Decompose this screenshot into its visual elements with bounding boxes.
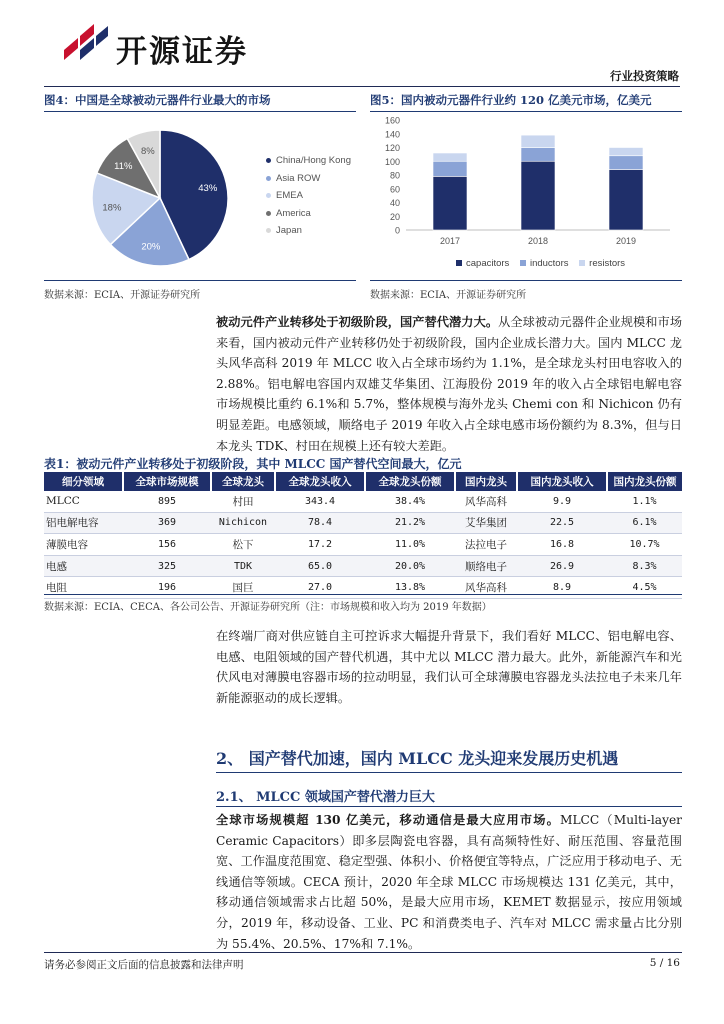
y-tick-label: 160 [384, 115, 400, 126]
logo-mark-icon [58, 20, 110, 68]
logo-text: 开源证券 [116, 34, 248, 70]
table-header-row [44, 472, 682, 491]
cell: 26.9 [517, 555, 607, 577]
figure5-source: 数据来源：ECIA、开源证券研究所 [370, 290, 527, 301]
cell: 风华高科 [455, 577, 517, 599]
section-2-title: 2、 国产替代加速，国内 MLCC 龙头迎来发展历史机遇 [216, 749, 619, 768]
pie-chart [90, 128, 230, 268]
market-table [44, 472, 682, 599]
col-header: 全球龙头份额 [365, 472, 455, 491]
page-number: 5 / 16 [649, 957, 680, 969]
cell: 22.5 [517, 512, 607, 534]
cell: 风华高科 [455, 491, 517, 512]
cell-segment: 薄膜电容 [44, 534, 123, 556]
cell: 法拉电子 [455, 534, 517, 556]
cell: 38.4% [365, 491, 455, 512]
pie-label: 8% [140, 146, 155, 158]
bar-inductors-2018 [521, 148, 555, 162]
pie-legend [266, 152, 351, 240]
para1-body: 从全球被动元器件企业规模和市场来看，国内被动元件产业转移仍处于初级阶段，国内企业成长潜力大。国内 MLCC 龙头风华高科 2019 年 MLCC 收入占全球市场约为 1.1%，是全球龙头村田电容收入的 2.88%。铝电解电容国内双雄艾华集团、江海股份 2019 年的收入占全球铝电解电容市场规模比重约 6.1%和 5.7%，整体规模与海外龙头 Chemi con 和 Nichicon 仍有明显差距。电感领域，顺络电子 2019 年收入占全球电感市场份额约为 8.3%，但与日本龙头 TDK、村田在规模上还有较大差距。 [216, 315, 683, 453]
header-divider [44, 86, 680, 87]
col-header: 国内龙头收入 [517, 472, 607, 491]
cell: 325 [123, 555, 211, 577]
legend-item-china: China/Hong Kong [266, 152, 351, 170]
cell: 6.1% [607, 512, 682, 534]
bar-inductors-2017 [433, 161, 467, 176]
cell: 895 [123, 491, 211, 512]
paragraph-mlcc-market [216, 810, 682, 954]
legend-item-america: America [266, 205, 351, 223]
cell: Nichicon [211, 512, 275, 534]
y-tick-label: 80 [389, 170, 400, 181]
cell: 松下 [211, 534, 275, 556]
table-row [44, 512, 682, 534]
footer-divider [44, 952, 682, 953]
bar-capacitors-2019 [609, 170, 643, 231]
figure4-source: 数据来源：ECIA、开源证券研究所 [44, 290, 201, 301]
y-tick-label: 100 [384, 156, 400, 167]
section-2-1-rule [216, 806, 682, 807]
legend-item-inductors: inductors [512, 258, 569, 269]
y-tick-label: 0 [394, 225, 400, 236]
figure5-caption: 图5：国内被动元器件行业约 120 亿美元市场，亿美元 [370, 93, 652, 107]
figure4-caption-rule [44, 111, 356, 112]
table-row [44, 491, 682, 512]
cell: 13.8% [365, 577, 455, 599]
col-header: 全球龙头 [211, 472, 275, 491]
cell: 1.1% [607, 491, 682, 512]
cell: 27.0 [275, 577, 365, 599]
figure4-bottom-rule [44, 280, 356, 281]
cell: 196 [123, 577, 211, 599]
cell: 9.9 [517, 491, 607, 512]
cell: 10.7% [607, 534, 682, 556]
legend-item-emea: EMEA [266, 187, 351, 205]
table1-bottom-rule [44, 594, 682, 595]
paragraph-outlook: 在终端厂商对供应链自主可控诉求大幅提升背景下，我们看好 MLCC、铝电解电容、电感、电阻领域的国产替代机遇，其中尤以 MLCC 潜力最大。此外，新能源汽车和光伏风电对薄膜电容器市场的拉动明显，我们认可全球薄膜电容器龙头法拉电子未来几年新能源驱动的成长逻辑。 [216, 629, 682, 705]
cell: 8.3% [607, 555, 682, 577]
cell-segment: 电阻 [44, 577, 123, 599]
table1-source: 数据来源：ECIA、CECA、各公司公告、开源证券研究所（注：市场规模和收入均为 2019 年数据） [44, 602, 492, 613]
col-header: 国内龙头 [455, 472, 517, 491]
bar-resistors-2017 [433, 153, 467, 161]
para3-body: MLCC（Multi-layer Ceramic Capacitors）即多层陶瓷电容器，具有高频特性好、耐压范围、容量范围宽、工作温度范围宽、稳定型强、体积小、价格便宜等特点，广泛应用于移动电子、无线通信等领域。CECA 预计，2020 年全球 MLCC 市场规模达 131 亿美元，其中，移动通信领域需求占比超 50%，是最大应用市场，KEMET 数据显示，按应用领域分，2019 年，移动设备、工业、PC 和消费类电子、汽车对 MLCC 需求量占比分别为 55.4%、20.5%、17%和 7.1%。 [216, 813, 683, 951]
bar-capacitors-2018 [521, 161, 555, 230]
footer-disclaimer: 请务必参阅正文后面的信息披露和法律声明 [44, 959, 244, 971]
bar-inductors-2019 [609, 156, 643, 170]
table-row [44, 577, 682, 599]
x-tick-label: 2017 [439, 236, 461, 246]
cell: 21.2% [365, 512, 455, 534]
x-tick-label: 2018 [527, 236, 549, 246]
legend-item-resistors: resistors [571, 258, 625, 269]
pie-label: 18% [102, 202, 122, 214]
cell-segment: 电感 [44, 555, 123, 577]
bar-resistors-2019 [609, 148, 643, 156]
pie-label: 20% [141, 241, 161, 253]
section-2-rule [216, 772, 682, 773]
table-row [44, 534, 682, 556]
cell: 369 [123, 512, 211, 534]
cell: 艾华集团 [455, 512, 517, 534]
section-2-1-title: 2.1、 MLCC 领域国产替代潜力巨大 [216, 790, 435, 805]
col-header: 全球市场规模 [123, 472, 211, 491]
cell: 343.4 [275, 491, 365, 512]
pie-label: 43% [198, 182, 218, 194]
bar-resistors-2018 [521, 135, 555, 147]
cell: TDK [211, 555, 275, 577]
figure4-caption: 图4：中国是全球被动元器件行业最大的市场 [44, 93, 271, 107]
cell: 11.0% [365, 534, 455, 556]
pie-label: 11% [114, 161, 133, 173]
cell: 4.5% [607, 577, 682, 599]
legend-item-japan: Japan [266, 222, 351, 240]
cell: 国巨 [211, 577, 275, 599]
cell: 65.0 [275, 555, 365, 577]
legend-item-capacitors: capacitors [448, 258, 509, 269]
legend-item-asia-row: Asia ROW [266, 170, 351, 188]
cell-segment: 铝电解电容 [44, 512, 123, 534]
paragraph-passive-transfer [216, 312, 682, 456]
bar-capacitors-2017 [433, 176, 467, 230]
y-tick-label: 140 [384, 129, 400, 140]
cell: 村田 [211, 491, 275, 512]
cell-segment: MLCC [44, 491, 123, 512]
logo [58, 20, 110, 68]
y-tick-label: 120 [384, 143, 400, 153]
cell: 8.9 [517, 577, 607, 599]
cell: 16.8 [517, 534, 607, 556]
para1-lead: 被动元件产业转移处于初级阶段，国产替代潜力大。 [216, 315, 499, 329]
cell: 顺络电子 [455, 555, 517, 577]
col-header: 细分领域 [44, 472, 123, 491]
figure5-bottom-rule [370, 280, 682, 281]
x-tick-label: 2019 [615, 236, 637, 246]
y-tick-label: 20 [389, 211, 400, 222]
cell: 20.0% [365, 555, 455, 577]
report-type: 行业投资策略 [610, 69, 679, 83]
col-header: 国内龙头份额 [607, 472, 682, 491]
y-tick-label: 40 [389, 198, 400, 208]
para3-lead: 全球市场规模超 130 亿美元，移动通信是最大应用市场。 [216, 813, 560, 827]
cell: 156 [123, 534, 211, 556]
bar-chart [370, 112, 682, 254]
cell: 17.2 [275, 534, 365, 556]
table1-caption: 表1：被动元件产业转移处于初级阶段，其中 MLCC 国产替代空间最大，亿元 [44, 457, 462, 471]
cell: 78.4 [275, 512, 365, 534]
col-header: 全球龙头收入 [275, 472, 365, 491]
table-row [44, 555, 682, 577]
y-tick-label: 60 [389, 184, 400, 195]
bar-legend [448, 258, 625, 269]
